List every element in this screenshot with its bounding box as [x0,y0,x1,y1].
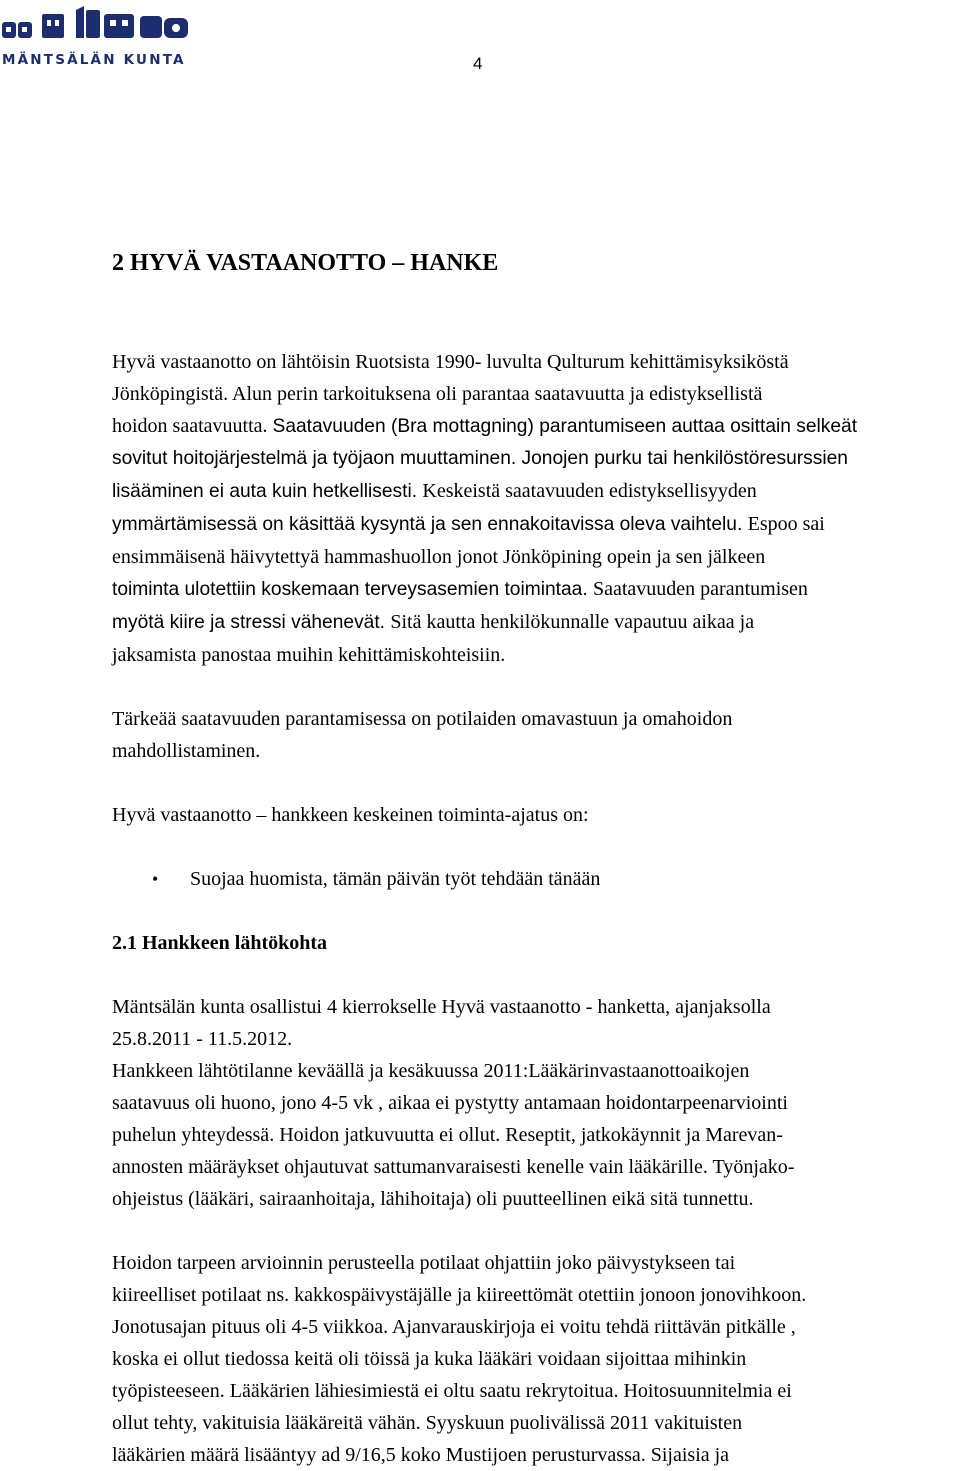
section-heading: 2.1 Hankkeen lähtökohta [112,932,328,954]
intro-paragraph [112,346,958,671]
text-line: sovitut hoitojärjestelmä ja työjaon muuttaminen. Jonojen purku tai henkilöstöresurssien [112,448,848,469]
text-line: Jönköpingistä. Alun perin tarkoituksena oli parantaa saatavuutta ja edistyksellistä [112,383,763,405]
text-line: kiireelliset potilaat ns. kakkospäivystäjälle ja kiireettömät otettiin jonoon jonovihkoon. [112,1284,807,1306]
list-item [112,863,958,895]
chapter-title: 2 HYVÄ VASTAANOTTO – HANKE [112,250,499,276]
text-line: saatavuus oli huono, jono 4-5 vk , aikaa ei pystytty antamaan hoidontarpeenarviointi [112,1092,788,1114]
text-line: lisääminen ei auta kuin hetkellisesti. Keskeistä saatavuuden edistyksellisyyden [112,480,757,502]
text-line: Hoidon tarpeen arvioinnin perusteella potilaat ohjattiin joko päivystykseen tai [112,1252,736,1274]
page-number: 4 [473,54,483,73]
text-line: mahdollistaminen. [112,740,261,762]
municipality-logo [0,0,200,70]
text-line: hoidon saatavuutta. Saatavuuden (Bra mottagning) parantumiseen auttaa osittain selkeät [112,415,858,437]
text-line: lääkärien määrä lisääntyy ad 9/16,5 koko Mustijoen perusturvassa. Sijaisia ja [112,1444,730,1466]
document-body [112,246,958,1471]
text-line: annosten määräykset ohjautuvat sattumanvaraisesti kenelle vain lääkärille. Työnjako- [112,1156,795,1178]
text-line: Jonotusajan pituus oli 4-5 viikkoa. Ajanvarauskirjoja ei voitu tehdä riittävän pitkälle , [112,1316,796,1338]
text-line: ollut tehty, vakituisia lääkäreitä vähän. Syyskuun puolivälissä 2011 vakituisten [112,1412,743,1434]
text-line: puhelun yhteydessä. Hoidon jatkuvuutta ei ollut. Reseptit, jatkokäynnit ja Marevan- [112,1124,783,1146]
core-idea-intro: Hyvä vastaanotto – hankkeen keskeinen toiminta-ajatus on: [112,804,589,826]
text-line: myötä kiire ja stressi vähenevät. Sitä kautta henkilökunnalle vapautuu aikaa ja [112,611,755,633]
text-line: toiminta ulotettiin koskemaan terveysasemien toimintaa. Saatavuuden parantumisen [112,578,808,600]
svg-text:MÄNTSÄLÄN KUNTA: MÄNTSÄLÄN KUNTA [2,52,186,68]
text-line: Hankkeen lähtötilanne keväällä ja kesäkuussa 2011:Lääkärinvastaanottoaikojen [112,1060,750,1082]
logo-graphic [0,0,200,70]
text-line: ohjeistus (lääkäri, sairaanhoitaja, lähihoitaja) oli puutteellinen eikä sitä tunnettu. [112,1188,754,1210]
section-paragraph-1 [112,991,958,1215]
text-line: koska ei ollut tiedossa keitä oli töissä ja kuka lääkäri voidaan sijoittaa mihinkin [112,1348,747,1370]
text-line: Mäntsälän kunta osallistui 4 kierrokselle Hyvä vastaanotto - hanketta, ajanjaksolla [112,996,771,1018]
section-paragraph-2 [112,1247,958,1471]
text-line: Hyvä vastaanotto on lähtöisin Ruotsista 1990- luvulta Qulturum kehittämisyksiköstä [112,351,789,373]
text-line: Tärkeää saatavuuden parantamisessa on potilaiden omavastuun ja omahoidon [112,708,733,730]
text-line: jaksamista panostaa muihin kehittämiskohteisiin. [112,644,506,666]
text-line: 25.8.2011 - 11.5.2012. [112,1028,293,1050]
text-line: ymmärtämisessä on käsittää kysyntä ja sen ennakoitavissa oleva vaihtelu. Espoo sai [112,513,825,535]
text-line: työpisteeseen. Lääkärien lähiesimiestä ei oltu saatu rekrytoitua. Hoitosuunnitelmia ei [112,1380,792,1402]
self-care-paragraph [112,703,958,767]
text-line: ensimmäisenä häivytettyä hammashuollon jonot Jönköpining opein ja sen jälkeen [112,546,766,568]
list-item-text: Suojaa huomista, tämän päivän työt tehdään tänään [190,868,601,890]
bullet-icon: • [152,869,159,889]
